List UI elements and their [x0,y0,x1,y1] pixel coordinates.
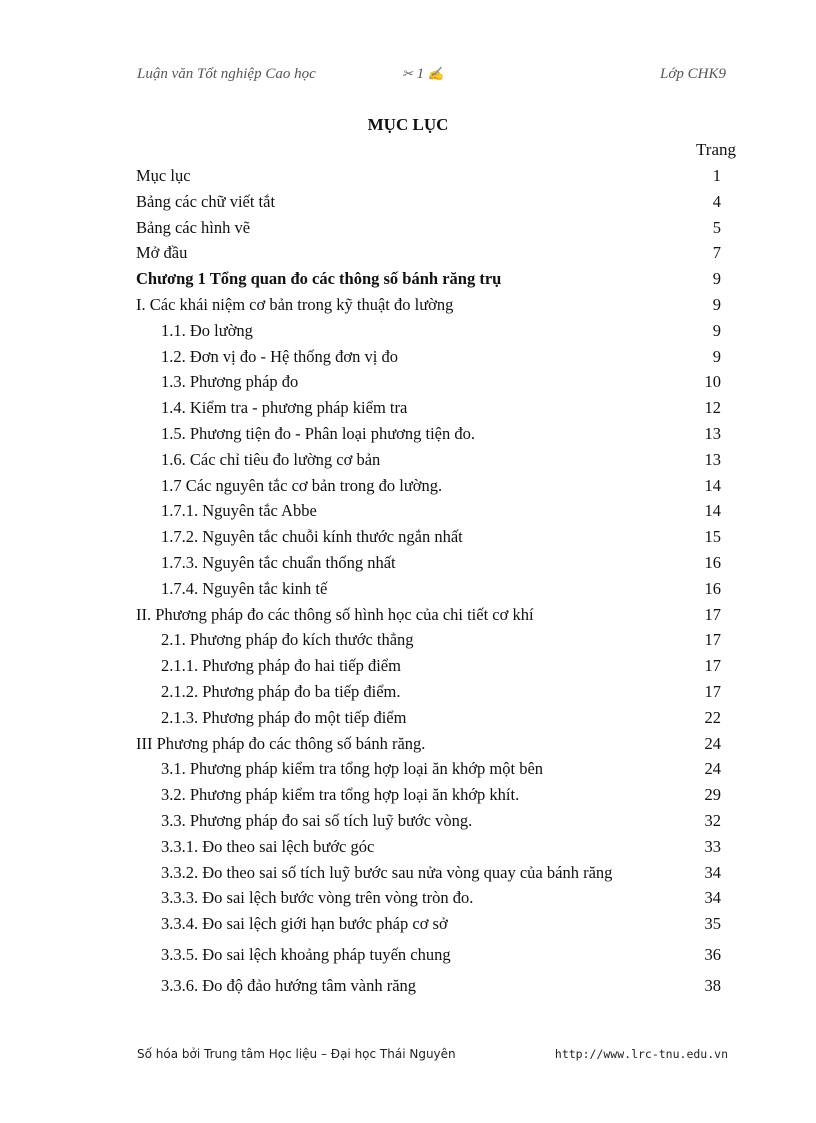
toc-entry[interactable] [136,369,721,395]
toc-entry[interactable] [136,344,721,370]
pen-ornament-icon: ✍ [427,66,445,81]
toc-entry-label: 1.7.3. Nguyên tắc chuẩn thống nhất [161,552,396,572]
toc-entry-page: 9 [712,320,721,340]
toc-entry[interactable] [136,498,721,524]
toc-entry[interactable] [136,576,721,602]
toc-entry[interactable] [136,942,721,968]
toc-entry[interactable] [136,292,721,318]
toc-entry[interactable] [136,421,721,447]
toc-entry-label: Mục lục [136,166,191,185]
toc-entry-label: 2.1.3. Phương pháp đo một tiếp điểm [161,707,407,727]
toc-entry-label: 1.1. Đo lường [161,320,253,340]
toc-entry[interactable] [136,679,721,705]
toc-entry[interactable] [136,602,721,628]
toc-entry-label: 1.6. Các chỉ tiêu đo lường cơ bản [161,449,381,469]
toc-entry[interactable] [136,808,721,834]
toc-entry-label: II. Phương pháp đo các thông số hình học của chi tiết cơ khí [136,604,534,624]
toc-entry-page: 32 [704,810,721,830]
toc-entry-label: 3.3.4. Đo sai lệch giới hạn bước pháp cơ sở [161,914,448,934]
toc-entry-page: 17 [704,604,721,624]
toc-entry-page: 10 [704,372,721,392]
toc-entry-page: 17 [704,630,721,650]
toc-entry-label: 3.3.5. Đo sai lệch khoảng pháp tuyến chung [161,944,451,964]
toc-entry[interactable] [136,756,721,782]
toc-entry-page: 17 [704,656,721,676]
toc-entry[interactable] [136,731,721,757]
toc-entry-label: Bảng các hình vẽ [136,217,251,237]
toc-entry-label: 3.3. Phương pháp đo sai số tích luỹ bước vòng. [161,810,473,830]
toc-entry[interactable] [136,524,721,550]
page-column-header: Trang [696,140,736,159]
toc-entry-page: 5 [712,217,721,237]
toc-entry[interactable] [136,653,721,679]
toc-entry[interactable] [136,860,721,886]
toc-entry[interactable] [136,550,721,576]
toc-entry-label: 1.7.1. Nguyên tắc Abbe [161,501,317,521]
toc-entry-page: 38 [704,975,721,995]
toc-entry[interactable] [136,163,721,189]
toc-entry[interactable] [136,627,721,653]
toc-entry-page: 24 [704,759,721,779]
toc-entry[interactable] [136,395,721,421]
header-class-name: Lớp CHK9 [660,66,726,82]
toc-entry-page: 15 [704,527,721,547]
toc-entry-page: 9 [712,346,721,366]
toc-entry-label: 2.1.1. Phương pháp đo hai tiếp điểm [161,656,401,676]
toc-entry-label: Chương 1 Tổng quan đo các thông số bánh răng trụ [136,269,502,289]
toc-entry-page: 22 [704,707,721,727]
toc-entry[interactable] [136,473,721,499]
toc-entry-page: 12 [704,398,721,418]
toc-entry[interactable] [136,318,721,344]
toc-entry[interactable] [136,973,721,999]
toc-entry-label: III Phương pháp đo các thông số bánh răng. [136,733,426,753]
toc-entry-page: 34 [704,862,721,882]
toc-entry-label: 1.3. Phương pháp đo [161,372,299,392]
toc-entry-page: 17 [704,681,721,701]
toc-entry-label: Mở đầu [136,243,188,263]
footer-digitized-by: Số hóa bởi Trung tâm Học liệu – Đại học Thái Nguyên [137,1047,456,1061]
toc-entry[interactable] [136,189,721,215]
toc-entry-label: 3.3.1. Đo theo sai lệch bước góc [161,836,375,856]
toc-entry-page: 7 [712,243,721,263]
toc-entry-label: 1.7.2. Nguyên tắc chuỗi kính thước ngắn nhất [161,527,463,547]
header-page-number [402,66,444,83]
toc-entry-label: 1.4. Kiểm tra - phương pháp kiểm tra [161,398,408,418]
toc-entry-page: 33 [704,836,721,856]
toc-entry-page: 14 [704,475,721,495]
page-number: 1 [416,66,425,82]
toc-entry[interactable] [136,447,721,473]
header-thesis-title: Luận văn Tốt nghiệp Cao học [137,66,316,82]
toc-entry-page: 24 [704,733,721,753]
toc-entry-label: 3.3.2. Đo theo sai số tích luỹ bước sau nửa vòng quay của bánh răng [161,862,613,882]
toc-entry-label: 1.7.4. Nguyên tắc kinh tế [161,578,328,598]
toc-entry[interactable] [136,240,721,266]
footer-url[interactable]: http://www.lrc-tnu.edu.vn [554,1047,728,1061]
toc-entry[interactable] [136,266,721,292]
toc-entry-label: 3.2. Phương pháp kiểm tra tổng hợp loại ăn khớp khít. [161,785,520,805]
toc-entry[interactable] [136,215,721,241]
toc-entry-page: 1 [712,166,721,185]
toc-entry-label: 3.3.3. Đo sai lệch bước vòng trên vòng tròn đo. [161,888,474,908]
toc-entry-page: 29 [704,785,721,805]
toc-entry[interactable] [136,705,721,731]
toc-entry-page: 9 [712,294,721,314]
toc-entry-page: 13 [704,423,721,443]
toc-entry[interactable] [136,782,721,808]
toc-entry-label: Bảng các chữ viết tắt [136,191,276,211]
toc-entry-label: I. Các khái niệm cơ bản trong kỹ thuật đo lường [136,294,454,314]
toc-entry-page: 16 [704,552,721,572]
toc-entry-page: 34 [704,888,721,908]
toc-entry-page: 36 [704,944,721,964]
toc-entry-label: 2.1.2. Phương pháp đo ba tiếp điểm. [161,681,401,701]
toc-entry-label: 3.1. Phương pháp kiểm tra tổng hợp loại ăn khớp một bên [161,759,544,779]
toc-entry[interactable] [136,834,721,860]
toc-entry-label: 1.5. Phương tiện đo - Phân loại phương tiện đo. [161,423,475,443]
toc-entry-page: 35 [704,914,721,934]
page-header [0,66,816,88]
toc-entry-label: 1.7 Các nguyên tắc cơ bản trong đo lường. [161,475,443,495]
toc-entry[interactable] [136,885,721,911]
toc-entry-page: 13 [704,449,721,469]
toc-entry-page: 14 [704,501,721,521]
toc-entry-label: 3.3.6. Đo độ đảo hướng tâm vành răng [161,975,417,995]
toc-entry-label: 1.2. Đơn vị đo - Hệ thống đơn vị đo [161,346,398,366]
toc-entry[interactable] [136,911,721,937]
toc-entry-page: 16 [704,578,721,598]
toc-entry-label: 2.1. Phương pháp đo kích thước thẳng [161,630,414,650]
scissors-ornament-icon: ✂ [402,66,413,81]
table-of-contents [136,163,721,999]
toc-entry-page: 4 [712,191,721,211]
toc-entry-page: 9 [712,269,721,289]
document-title: MỤC LỤC [367,115,449,134]
